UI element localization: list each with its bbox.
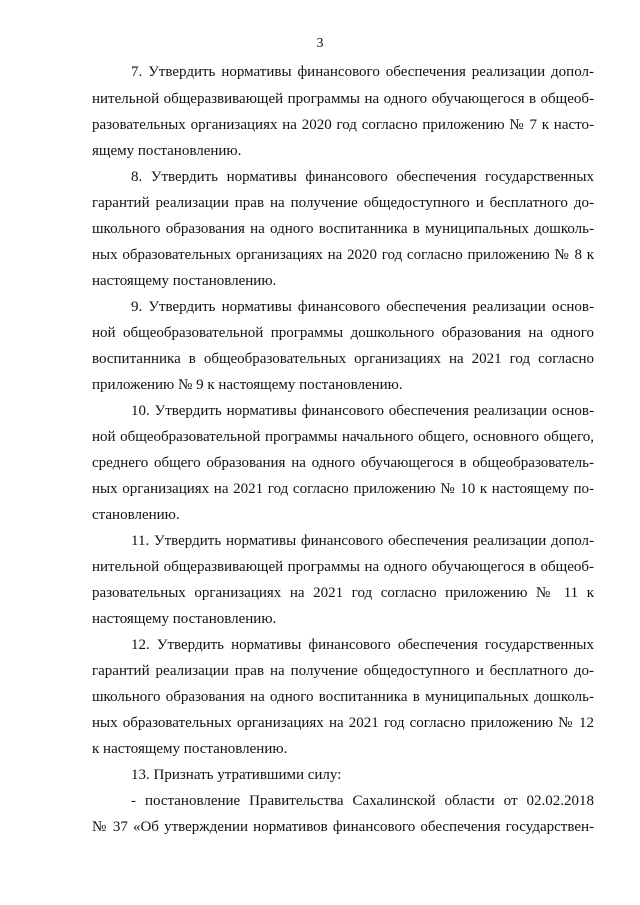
paragraph-7-line: разовательных организациях на 2020 год согласно приложению № 7 к насто- (92, 117, 594, 133)
paragraph-12-line: к настоящему постановлению. (92, 741, 288, 757)
paragraph-7-line: 7. Утвердить нормативы финансового обеспечения реализации допол- (131, 64, 594, 80)
paragraph-11-line: 11. Утвердить нормативы финансового обеспечения реализации допол- (131, 533, 594, 549)
paragraph-13-line: - постановление Правительства Сахалинской области от 02.02.2018 (131, 793, 594, 809)
paragraph-11-line: разовательных организациях на 2021 год согласно приложению № 11 к (92, 585, 594, 601)
paragraph-12-line: 12. Утвердить нормативы финансового обеспечения государственных (131, 637, 594, 653)
paragraph-10-line: становлению. (92, 507, 180, 523)
paragraph-9-line: ной общеобразовательной программы дошкольного образования на одного (92, 325, 594, 341)
paragraph-8-line: ных образовательных организациях на 2020 год согласно приложению № 8 к (92, 247, 594, 263)
paragraph-10-line: ной общеобразовательной программы начального общего, основного общего, (92, 429, 594, 445)
paragraph-13-line: № 37 «Об утверждении нормативов финансового обеспечения государствен- (92, 819, 594, 835)
paragraph-8-line: гарантий реализации прав на получение общедоступного и бесплатного до- (92, 195, 594, 211)
paragraph-11-line: настоящему постановлению. (92, 611, 277, 627)
paragraph-9-line: 9. Утвердить нормативы финансового обеспечения реализации основ- (131, 299, 594, 315)
paragraph-8-line: 8. Утвердить нормативы финансового обеспечения государственных (131, 169, 594, 185)
paragraph-12-line: ных образовательных организациях на 2021 год согласно приложению № 12 (92, 715, 594, 731)
paragraph-10-line: среднего общего образования на одного обучающегося в общеобразователь- (92, 455, 594, 471)
paragraph-12-line: школьного образования на одного воспитанника в муниципальных дошколь- (92, 689, 594, 705)
paragraph-10-line: 10. Утвердить нормативы финансового обеспечения реализации основ- (131, 403, 594, 419)
paragraph-7-line: нительной общеразвивающей программы на одного обучающегося в общеоб- (92, 91, 594, 107)
paragraph-11-line: нительной общеразвивающей программы на одного обучающегося в общеоб- (92, 559, 594, 575)
paragraph-13-line: 13. Признать утратившими силу: (131, 767, 342, 783)
paragraph-8-line: школьного образования на одного воспитанника в муниципальных дошколь- (92, 221, 594, 237)
paragraph-9-line: воспитанника в общеобразовательных организациях на 2021 год согласно (92, 351, 594, 367)
page-number: 3 (316, 36, 324, 51)
paragraph-12-line: гарантий реализации прав на получение общедоступного и бесплатного до- (92, 663, 594, 679)
paragraph-9-line: приложению № 9 к настоящему постановлению. (92, 377, 403, 393)
paragraph-7-line: ящему постановлению. (92, 143, 242, 159)
paragraph-8-line: настоящему постановлению. (92, 273, 277, 289)
paragraph-10-line: ных организациях на 2021 год согласно приложению № 10 к настоящему по- (92, 481, 594, 497)
